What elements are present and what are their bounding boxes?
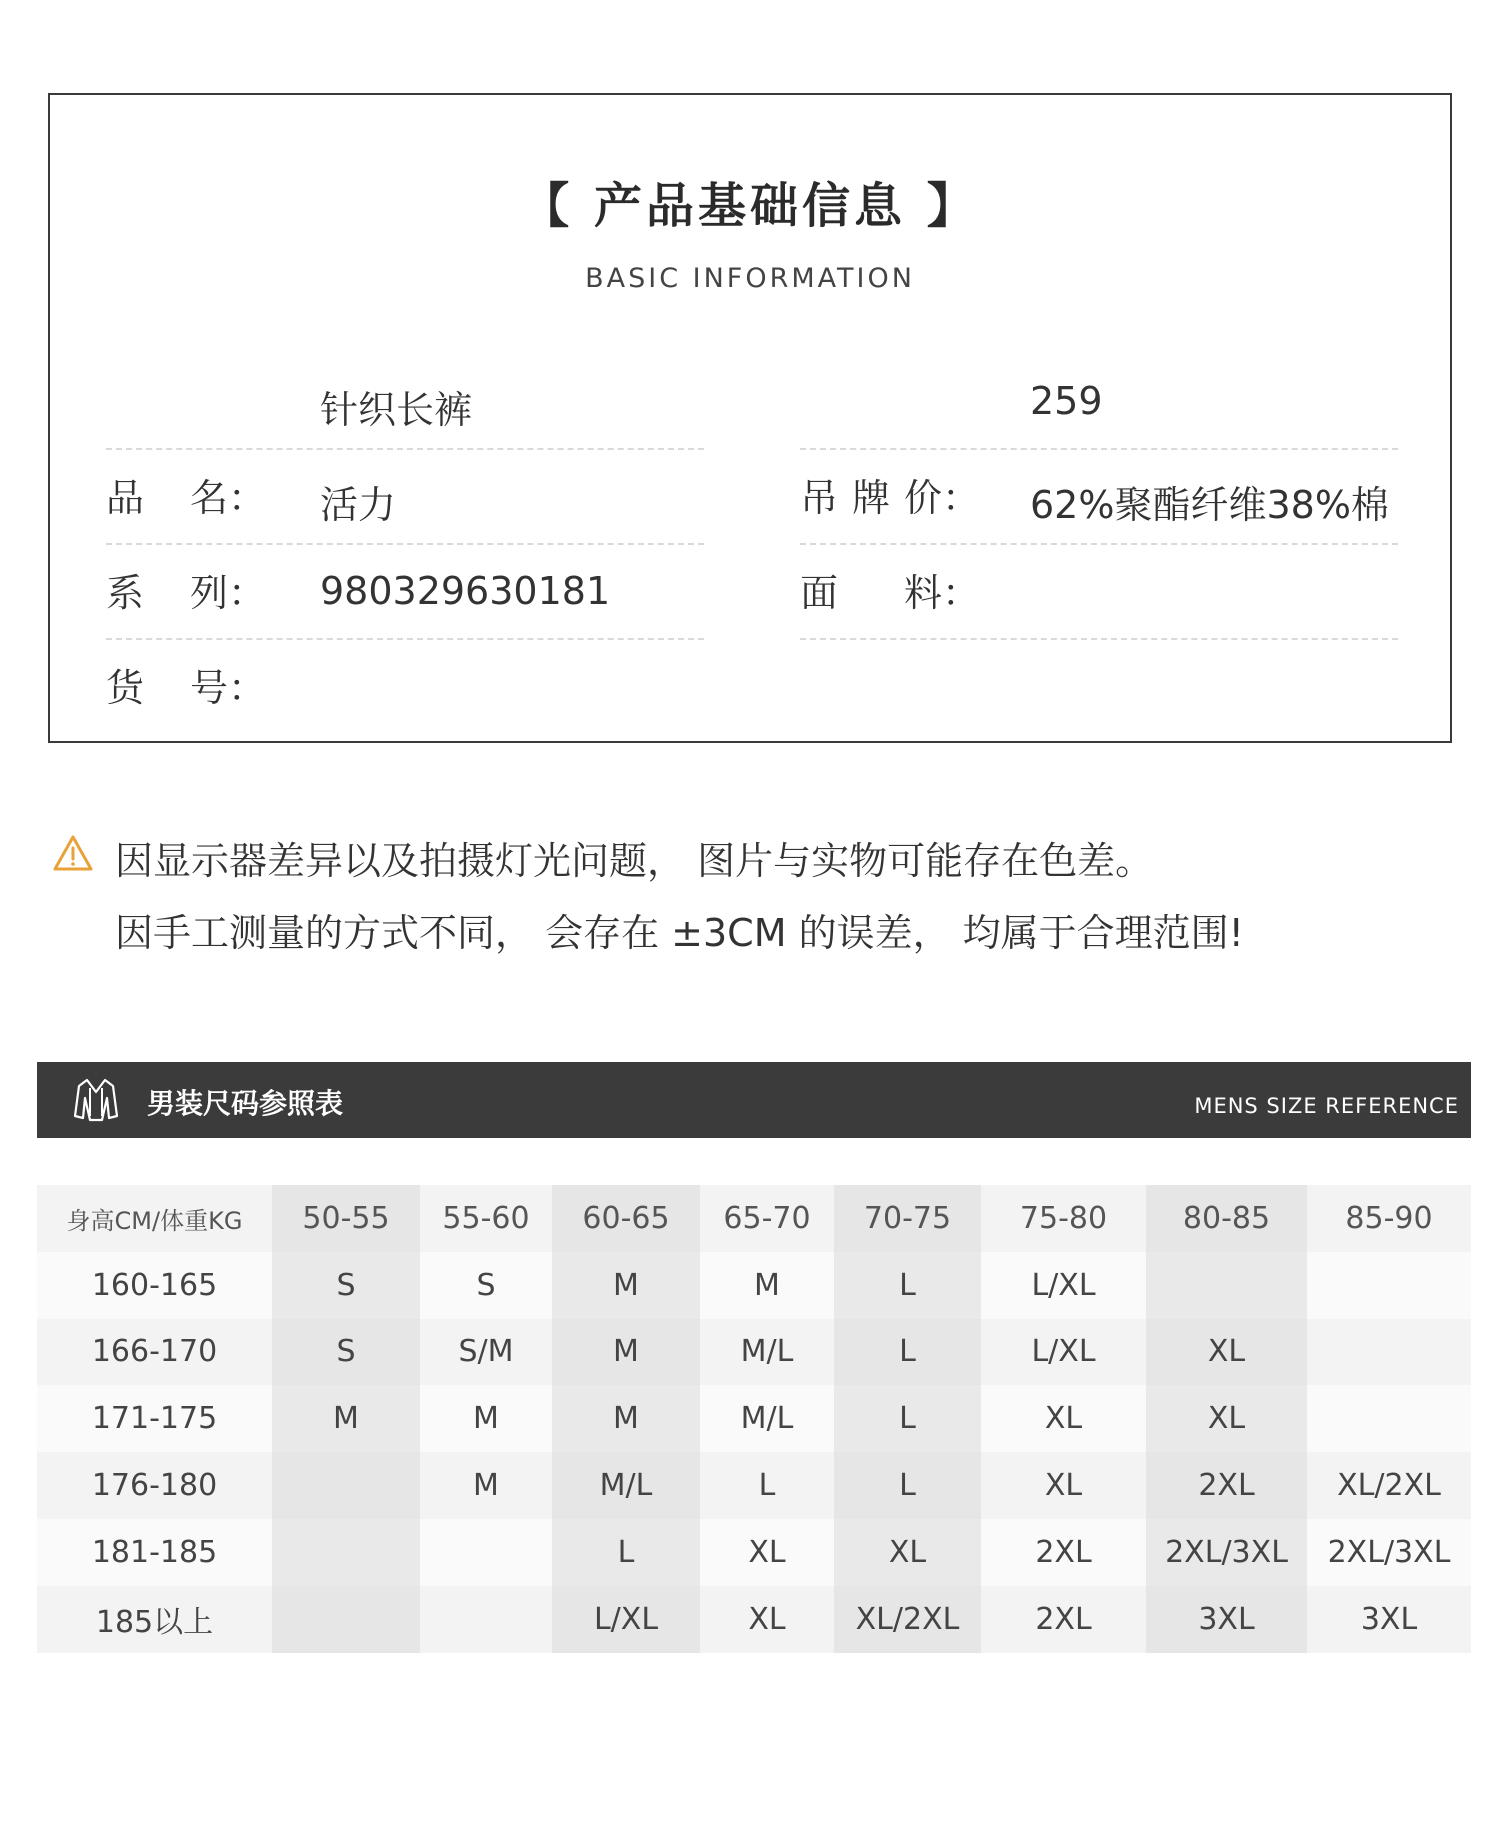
- weight-header: 85-90: [1307, 1185, 1471, 1252]
- table-row: [37, 1385, 1471, 1452]
- size-cell: M: [552, 1252, 700, 1319]
- size-chart-header: [37, 1062, 1471, 1138]
- warning-triangle-icon: [52, 834, 94, 872]
- size-cell: M: [700, 1252, 834, 1319]
- size-cell: [420, 1519, 552, 1586]
- size-cell: L: [834, 1385, 981, 1452]
- label-char: 吊: [800, 476, 839, 520]
- label-colon: ：: [227, 571, 266, 615]
- size-cell: M: [272, 1385, 420, 1452]
- height-cell: 166-170: [37, 1319, 272, 1386]
- info-column-left: [106, 355, 704, 710]
- size-cell: XL: [1146, 1385, 1307, 1452]
- height-cell: 181-185: [37, 1519, 272, 1586]
- weight-header: 60-65: [552, 1185, 700, 1252]
- label-char: 列: [189, 571, 228, 615]
- size-cell: M/L: [700, 1319, 834, 1386]
- table-row: [37, 1452, 1471, 1519]
- info-row-empty: [800, 545, 1398, 640]
- size-cell: [1146, 1252, 1307, 1319]
- info-value-product-name: 针织长裤: [320, 388, 473, 432]
- size-cell: S: [272, 1252, 420, 1319]
- size-cell: XL: [1146, 1319, 1307, 1386]
- size-cell: L: [834, 1452, 981, 1519]
- size-cell: L: [700, 1452, 834, 1519]
- info-value-fabric: 62%聚酯纤维38%棉: [1030, 483, 1389, 527]
- size-cell: L: [834, 1319, 981, 1386]
- info-label: [106, 569, 278, 800]
- height-cell: 185以上: [37, 1586, 272, 1653]
- weight-header: 80-85: [1146, 1185, 1307, 1252]
- size-cell: M: [552, 1319, 700, 1386]
- corner-label: 身高CM/体重KG: [37, 1185, 272, 1252]
- label-char: 系: [106, 571, 145, 615]
- info-value-item-number: 980329630181: [320, 569, 611, 613]
- table-row: [37, 1519, 1471, 1586]
- size-cell: S: [420, 1252, 552, 1319]
- size-cell: L/XL: [981, 1319, 1146, 1386]
- label-colon: ：: [227, 666, 266, 710]
- weight-header: 65-70: [700, 1185, 834, 1252]
- notice-text-2: 因手工测量的方式不同， 会存在 ±3CM 的误差， 均属于合理范围!: [115, 911, 1244, 955]
- size-cell: XL: [981, 1452, 1146, 1519]
- basic-info-panel: [48, 93, 1452, 743]
- height-cell: 160-165: [37, 1252, 272, 1319]
- size-cell: S/M: [420, 1319, 552, 1386]
- size-cell: [272, 1452, 420, 1519]
- table-header-row: [37, 1185, 1471, 1252]
- size-cell: XL: [981, 1385, 1146, 1452]
- label-char: 牌: [851, 476, 890, 520]
- size-cell: 2XL/3XL: [1146, 1519, 1307, 1586]
- label-char: 面: [800, 571, 839, 615]
- size-cell: M: [420, 1385, 552, 1452]
- label-colon: ：: [941, 476, 980, 520]
- size-cell: L/XL: [552, 1586, 700, 1653]
- height-cell: 171-175: [37, 1385, 272, 1452]
- notice-line-2: [52, 902, 1452, 974]
- notice-text-1: 因显示器差异以及拍摄灯光问题， 图片与实物可能存在色差。: [115, 839, 1154, 883]
- size-cell: 2XL: [981, 1519, 1146, 1586]
- label-char: 名: [189, 476, 228, 520]
- size-cell: [272, 1586, 420, 1653]
- size-cell: [272, 1519, 420, 1586]
- table-row: [37, 1586, 1471, 1653]
- label-char: 号: [189, 666, 228, 710]
- size-reference-table: [37, 1185, 1471, 1653]
- size-cell: XL: [700, 1586, 834, 1653]
- m-shirt-logo-icon: [71, 1076, 121, 1124]
- size-cell: M: [552, 1385, 700, 1452]
- label-char: 品: [106, 476, 145, 520]
- label-colon: ：: [227, 476, 266, 520]
- label-char: 价: [903, 476, 942, 520]
- label-colon: ：: [941, 571, 980, 615]
- size-cell: XL: [834, 1519, 981, 1586]
- size-cell: XL/2XL: [1307, 1452, 1471, 1519]
- size-cell: 2XL: [1146, 1452, 1307, 1519]
- size-cell: [1307, 1319, 1471, 1386]
- table-row: [37, 1319, 1471, 1386]
- size-cell: M/L: [700, 1385, 834, 1452]
- size-cell: XL/2XL: [834, 1586, 981, 1653]
- info-value-series: 活力: [320, 483, 397, 527]
- size-cell: L: [552, 1519, 700, 1586]
- size-cell: M/L: [552, 1452, 700, 1519]
- size-cell: L: [834, 1252, 981, 1319]
- weight-header: 70-75: [834, 1185, 981, 1252]
- height-cell: 176-180: [37, 1452, 272, 1519]
- weight-header: 75-80: [981, 1185, 1146, 1252]
- info-subtitle: BASIC INFORMATION: [585, 263, 915, 294]
- notice-line-1: [52, 830, 1452, 902]
- info-value-tag-price: 259: [1030, 379, 1103, 423]
- info-row-item-number: [106, 545, 704, 710]
- size-cell: 3XL: [1146, 1586, 1307, 1653]
- table-row: [37, 1252, 1471, 1319]
- size-cell: 2XL/3XL: [1307, 1519, 1471, 1586]
- weight-header: 50-55: [272, 1185, 420, 1252]
- weight-header: 55-60: [420, 1185, 552, 1252]
- size-cell: [420, 1586, 552, 1653]
- size-cell: M: [420, 1452, 552, 1519]
- size-cell: 2XL: [981, 1586, 1146, 1653]
- size-cell: [1307, 1252, 1471, 1319]
- size-cell: XL: [700, 1519, 834, 1586]
- size-chart-title: 男装尺码参照表: [147, 1087, 344, 1120]
- info-row-fabric: [800, 450, 1398, 615]
- size-cell: S: [272, 1319, 420, 1386]
- label-char: 货: [106, 666, 145, 710]
- color-difference-notice: [52, 830, 1452, 974]
- size-cell: [1307, 1385, 1471, 1452]
- size-cell: 3XL: [1307, 1586, 1471, 1653]
- label-char: 料: [903, 571, 942, 615]
- info-column-right: [800, 355, 1398, 640]
- info-title: 【 产品基础信息 】: [521, 178, 979, 234]
- size-cell: L/XL: [981, 1252, 1146, 1319]
- size-chart-title-en: MENS SIZE REFERENCE: [1194, 1094, 1459, 1118]
